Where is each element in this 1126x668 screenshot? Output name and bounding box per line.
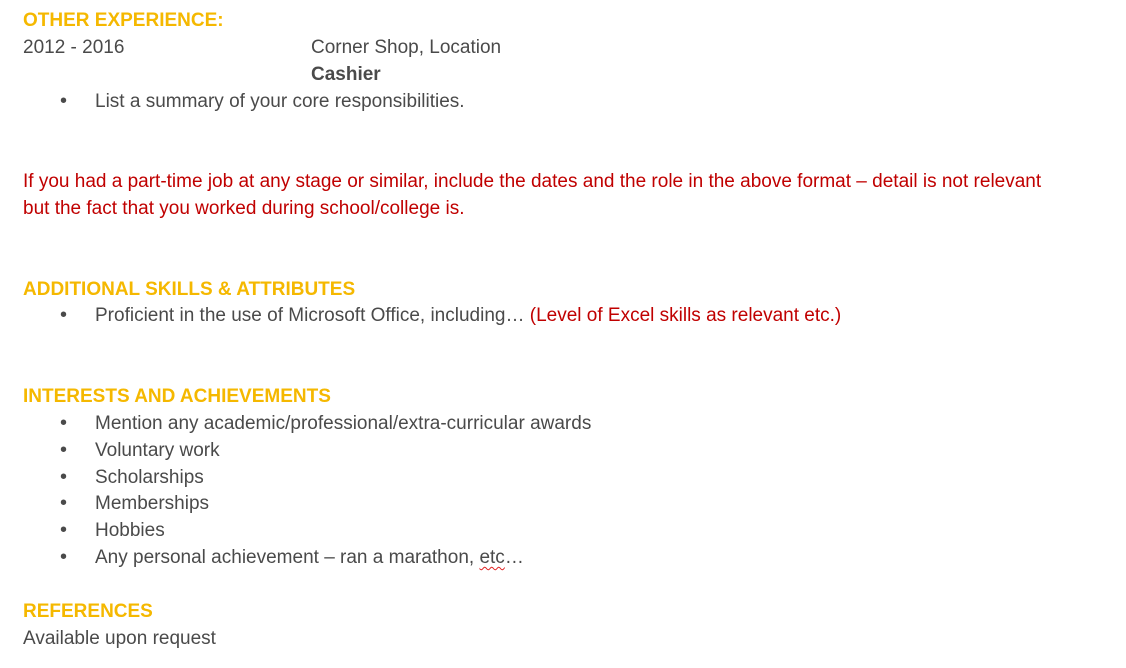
other-experience-heading: OTHER EXPERIENCE:: [23, 10, 224, 31]
interest-item: Mention any academic/professional/extra-curricular awards: [95, 413, 592, 434]
bullet-icon: •: [60, 439, 68, 461]
interest-item: Voluntary work: [95, 440, 220, 461]
bullet-icon: •: [60, 519, 68, 541]
job-role: Cashier: [311, 64, 381, 85]
part-time-note-line-2: but the fact that you worked during school/college is.: [23, 198, 465, 219]
skills-heading: ADDITIONAL SKILLS & ATTRIBUTES: [23, 279, 356, 300]
bullet-icon: •: [60, 412, 68, 434]
bullet-icon: •: [60, 546, 68, 568]
bullet-icon: •: [60, 304, 68, 326]
interest-item-last: [95, 544, 524, 571]
references-heading: REFERENCES: [23, 601, 153, 622]
interest-item: Scholarships: [95, 467, 204, 488]
spellcheck-flagged-word[interactable]: etc: [479, 547, 505, 568]
interest-item: Hobbies: [95, 520, 165, 541]
skills-item: [95, 302, 841, 329]
job-dates: 2012 - 2016: [23, 37, 125, 58]
job-employer: Corner Shop, Location: [311, 37, 502, 58]
references-text: Available upon request: [23, 628, 216, 649]
interest-item-prefix: Any personal achievement – ran a marathon,: [95, 547, 480, 568]
bullet-icon: •: [60, 90, 68, 112]
part-time-note-line-1: If you had a part-time job at any stage or similar, include the dates and the role in the above format – detail is not relevant: [23, 171, 1042, 192]
interest-item: Memberships: [95, 493, 210, 514]
interests-heading: INTERESTS AND ACHIEVEMENTS: [23, 386, 331, 407]
skills-item-note: (Level of Excel skills as relevant etc.): [529, 305, 842, 326]
responsibility-item: List a summary of your core responsibilities.: [95, 91, 465, 112]
skills-item-text: Proficient in the use of Microsoft Office, including…: [95, 305, 530, 326]
bullet-icon: •: [60, 492, 68, 514]
interest-item-suffix: …: [504, 547, 524, 568]
bullet-icon: •: [60, 466, 68, 488]
